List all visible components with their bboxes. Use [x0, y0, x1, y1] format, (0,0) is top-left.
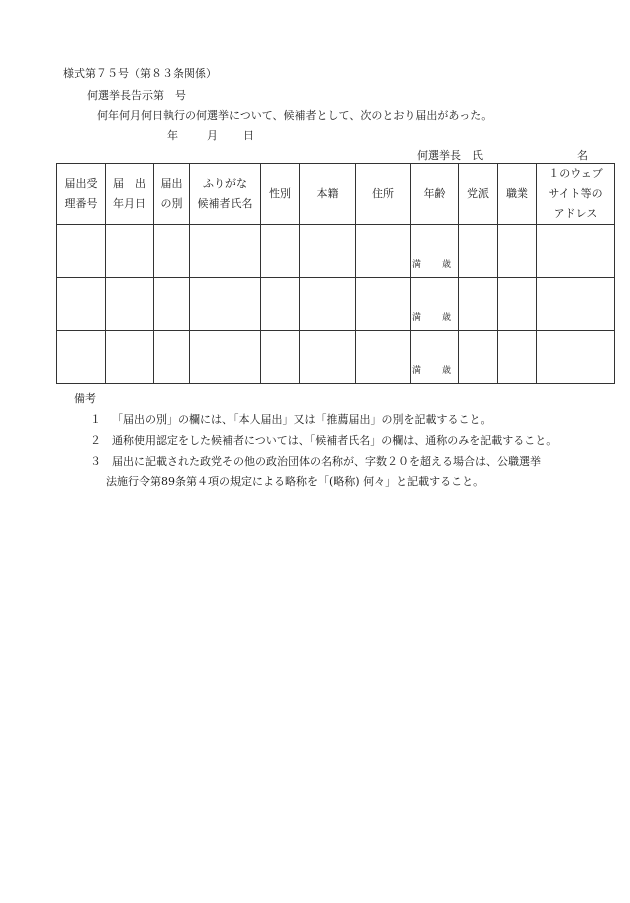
remarks-title: 備考	[74, 392, 96, 405]
note-number: １	[90, 413, 101, 426]
table-cell	[190, 331, 261, 384]
date-line	[167, 127, 254, 143]
date-day: 日	[243, 129, 254, 142]
table-cell	[537, 278, 615, 331]
date-year: 年	[167, 129, 178, 142]
table-cell	[459, 225, 498, 278]
age-cell	[411, 278, 459, 331]
table-row	[57, 331, 615, 384]
table-cell	[261, 278, 300, 331]
age-label: 満 歳	[411, 260, 457, 270]
table-cell	[190, 278, 261, 331]
header-cell: 住所	[356, 164, 411, 225]
note-text: 通称使用認定をした候補者については、「候補者氏名」の欄は、通称のみを記載すること。	[112, 434, 558, 447]
header-cell: 党派	[459, 164, 498, 225]
notice-number-line: 何選挙長告示第 号	[87, 89, 186, 102]
age-label: 満 歳	[411, 313, 457, 323]
remarks-note-continuation: 法施行令第89条第４項の規定による略称を「(略称) 何々」と記載すること。	[106, 475, 485, 488]
age-cell	[411, 225, 459, 278]
remarks-note	[90, 432, 557, 448]
lead-text: 何年何月何日執行の何選挙について、候補者として、次のとおり届出があった。	[97, 109, 493, 122]
note-text: 「届出の別」の欄には、「本人届出」又は「推薦届出」の別を記載すること。	[112, 413, 492, 426]
table-cell	[498, 225, 537, 278]
table-cell	[356, 278, 411, 331]
table-cell	[154, 278, 190, 331]
table-cell	[106, 225, 154, 278]
header-cell: １のウェブ サイト等の アドレス	[537, 164, 615, 225]
table-cell	[356, 225, 411, 278]
table-cell	[459, 278, 498, 331]
table-cell	[57, 225, 106, 278]
header-cell: 本籍	[300, 164, 356, 225]
table-row	[57, 278, 615, 331]
official-title: 何選挙長 氏	[417, 149, 483, 162]
form-title: 様式第７５号（第８３条関係）	[63, 67, 217, 80]
official-name-suffix: 名	[577, 149, 588, 162]
age-cell	[411, 331, 459, 384]
table-cell	[106, 331, 154, 384]
header-cell: 性別	[261, 164, 300, 225]
table-cell	[300, 225, 356, 278]
note-text: 届出に記載された政党その他の政治団体の名称が、字数２０を超える場合は、公職選挙	[112, 455, 541, 468]
table-cell	[57, 278, 106, 331]
table-cell	[106, 278, 154, 331]
table-cell	[300, 331, 356, 384]
age-label: 満 歳	[411, 366, 457, 376]
table-cell	[190, 225, 261, 278]
table-cell	[498, 331, 537, 384]
table-cell	[154, 331, 190, 384]
header-cell: 届出 の別	[154, 164, 190, 225]
table-cell	[154, 225, 190, 278]
table-row	[57, 225, 615, 278]
table-cell	[261, 225, 300, 278]
remarks-note	[90, 411, 492, 427]
header-cell: 年齢	[411, 164, 459, 225]
official-signature-line	[417, 147, 588, 163]
table-cell	[300, 278, 356, 331]
table-cell	[261, 331, 300, 384]
table-cell	[459, 331, 498, 384]
table-cell	[356, 331, 411, 384]
table-cell	[537, 331, 615, 384]
header-cell: 職業	[498, 164, 537, 225]
table-cell	[537, 225, 615, 278]
note-number: ２	[90, 434, 101, 447]
header-cell: 届出受 理番号	[57, 164, 106, 225]
remarks-note	[90, 453, 541, 469]
table-cell	[57, 331, 106, 384]
table-header-row	[57, 164, 615, 225]
note-number: ３	[90, 455, 101, 468]
table-cell	[498, 278, 537, 331]
header-cell: 届 出 年月日	[106, 164, 154, 225]
candidate-registration-table	[56, 163, 615, 384]
header-cell: ふりがな 候補者氏名	[190, 164, 261, 225]
date-month: 月	[207, 129, 218, 142]
